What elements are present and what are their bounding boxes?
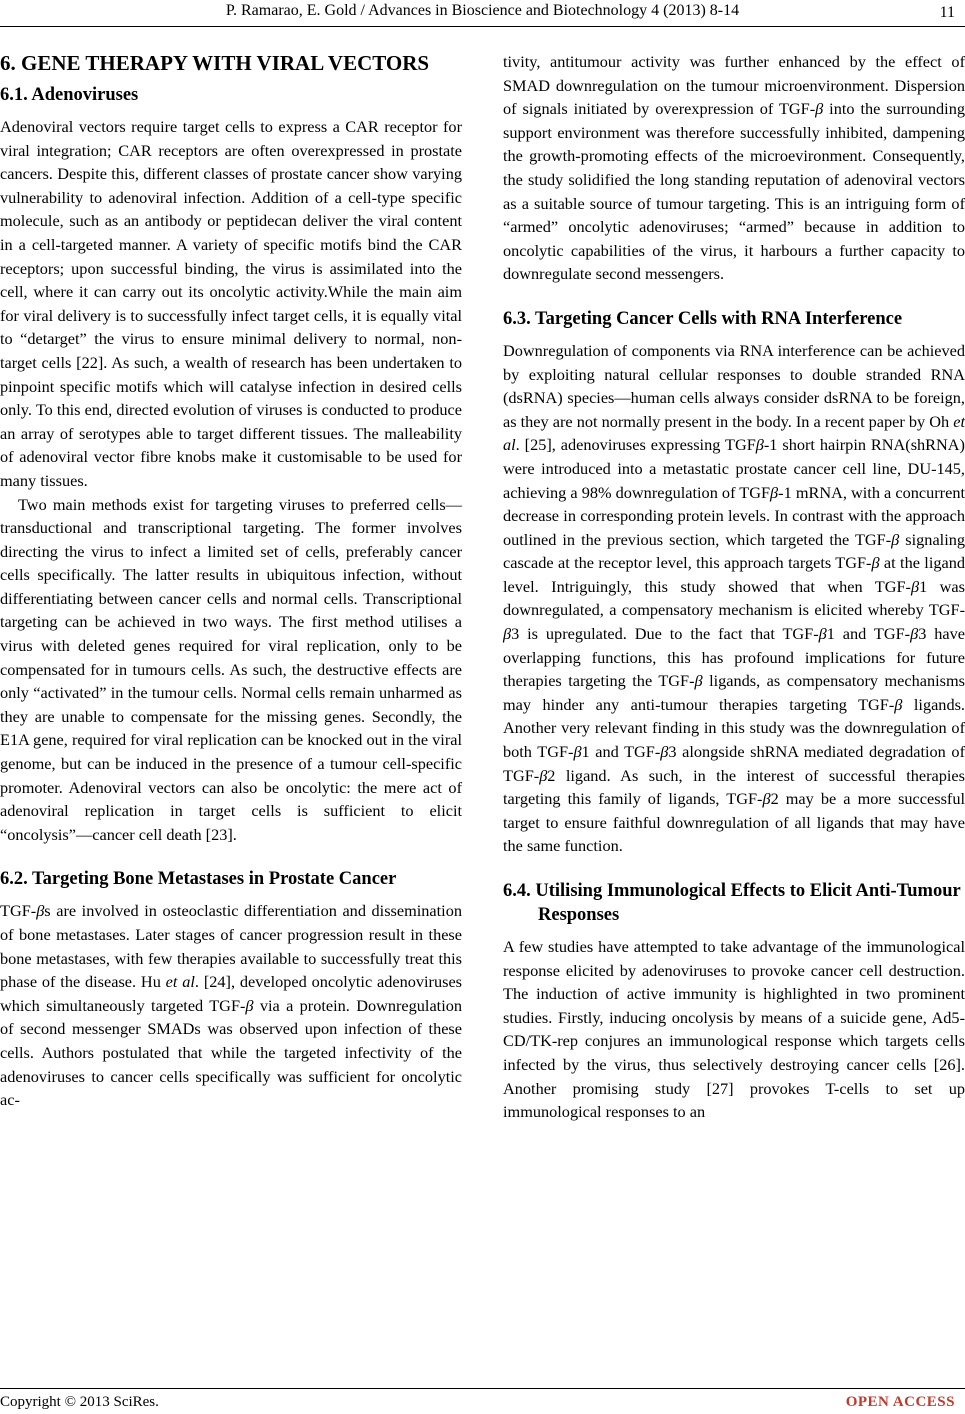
paragraph-adenoviral-vectors: Adenoviral vectors require target cells to express a CAR receptor for viral integration; CAR receptors are often overexpressed in prostate cancers. Despite this, different classes of prostate cancer show varying vulnerability to adenoviral infection. Addition of a cell-type specific molecule, such as an antibody or peptidecan deliver the viral content in a cell-targeted manner. A variety of specific motifs bind the CAR receptors; upon successful binding, the virus is assimilated into the cell, where it can carry out its oncolytic activity.While the main aim for viral delivery is to successfully infect target cells, it is equally vital to “detarget” the virus to ensure minimal delivery to normal, non-target cells [22]. As such, a wealth of research has been undertaken to pinpoint specific motifs which will catalyse infection in desired cells only. To this end, directed evolution of viruses is conducted to produce an array of serotypes able to target different tissues. The malleability of adenoviral vector fibre knobs make it customisable to be used for many tissues. bbox=[0, 117, 462, 490]
page-number: 11 bbox=[939, 4, 955, 21]
paragraph-targeting-methods: Two main methods exist for targeting viruses to preferred cells—transductional and transcriptional targeting. The former involves directing the virus to infect a limited set of cells, preferably cancer cells specifically. The latter results in ubiquitous infection, without differentiating between cancer cells and normal cells. Transcriptional targeting can be achieved in two ways. The first method utilises a virus with deleted genes required for viral replication, only to be compensated for in tumours cells. As such, the destructive effects are only “activated” in the tumour cells. Normal cells remain unharmed as they are unable to compensate for the missing genes. Secondly, the E1A gene, required for viral replication can be knocked out in the viral genome, but can be induced in the presence of a tumour cell-specific promoter. Adenoviral vectors can also be oncolytic: the mere act of adenoviral replication in target cells is sufficient to elicit “oncolysis”—cancer cell death [23]. bbox=[0, 494, 462, 844]
copyright-notice: Copyright © 2013 SciRes. bbox=[0, 1394, 159, 1410]
footer-rule bbox=[0, 1388, 965, 1389]
paragraph-immunological-effects: A few studies have attempted to take advantage of the immunological response elicited by adenoviruses to provoke cancer cell destruction. The induction of active immunity is highlighted in two prominent studies. Firstly, inducing oncolysis by means of a suicide gene, Ad5-CD/TK-rep conjures an immunological response which targets cells infected by the virus, thus selectively destroying cancer cells [26]. Another promising study [27] provokes T-cells to set up immunological responses to an bbox=[503, 937, 965, 1122]
subsection-title-6-4: 6.4. Utilising Immunological Effects to Elicit Anti-Tumour Responses bbox=[503, 881, 961, 925]
paragraph-smad-continuation: tivity, antitumour activity was further enhanced by the effect of SMAD downregulation on the tumour microenvironment. Dispersion of signals initiated by overexpression of TGF-β into the surrounding support environment was therefore successfully inhibited, dampening the growth-promoting effects of the microevironment. Consequently, the study solidified the long standing reputation of adenoviral vectors as a suitable source of tumour targeting. This is an intriguing form of “armed” oncolytic adenoviruses; “armed” because in addition to oncolytic capabilities of the virus, it harbours a further capacity to downregulate second messengers. bbox=[503, 52, 965, 284]
header-rule bbox=[0, 26, 965, 27]
section-title-6: 6. GENE THERAPY WITH VIRAL VECTORS bbox=[0, 51, 430, 75]
right-column bbox=[503, 50, 965, 1124]
running-head-text: P. Ramarao, E. Gold / Advances in Bioscience and Biotechnology 4 (2013) 8-14 bbox=[225, 2, 740, 19]
left-column bbox=[0, 50, 462, 1112]
subsection-title-6-1: 6.1. Adenoviruses bbox=[0, 85, 139, 105]
open-access-label: OPEN ACCESS bbox=[845, 1394, 955, 1410]
subsection-title-6-2: 6.2. Targeting Bone Metastases in Prostate Cancer bbox=[0, 869, 397, 890]
running-head bbox=[0, 0, 965, 26]
subsection-title-6-3: 6.3. Targeting Cancer Cells with RNA Interference bbox=[503, 308, 903, 329]
paragraph-bone-metastases: TGF-βs are involved in osteoclastic differentiation and dissemination of bone metastases. Later stages of cancer progression result in these bone metastases, with few therapies available to successfully treat this phase of the disease. Hu et al. [24], developed oncolytic adenoviruses which simultaneously targeted TGF-β via a protein. Downregulation of second messenger SMADs was observed upon infection of these cells. Authors postulated that while the targeted infectivity of the adenoviruses to cancer cells specifically was sufficient for oncolytic ac- bbox=[0, 901, 463, 1110]
paragraph-rna-interference: Downregulation of components via RNA interference can be achieved by exploiting natural cellular responses to double stranded RNA (dsRNA) species—human cells always consider dsRNA to be foreign, as they are not normally present in the body. In a recent paper by Oh et al. [25], adenoviruses expressing TGFβ-1 short hairpin RNA(shRNA) were introduced into a metastatic prostate cancer cell line, DU-145, achieving a 98% downregulation of TGFβ-1 mRNA, with a concurrent decrease in corresponding protein levels. In contrast with the approach outlined in the previous section, which targeted the TGF-β signaling cascade at the receptor level, this approach targets TGF-β at the ligand level. Intriguingly, this study showed that when TGF-β1 was downregulated, a compensatory mechanism is elicited whereby TGF-β3 is upregulated. Due to the fact that TGF-β1 and TGF-β3 have overlapping functions, this has profound implications for future therapies targeting the TGF-β ligands, as compensatory mechanisms may hinder any anti-tumour therapies targeting TGF-β ligands. Another very relevant finding in this study was the downregulation of both TGF-β1 and TGF-β3 alongside shRNA mediated degradation of TGF-β2 ligand. As such, in the interest of successful therapies targeting this family of ligands, TGF-β2 may be a more successful target to ensure faithful downregulation of all ligands that may have the same function. bbox=[503, 340, 965, 856]
